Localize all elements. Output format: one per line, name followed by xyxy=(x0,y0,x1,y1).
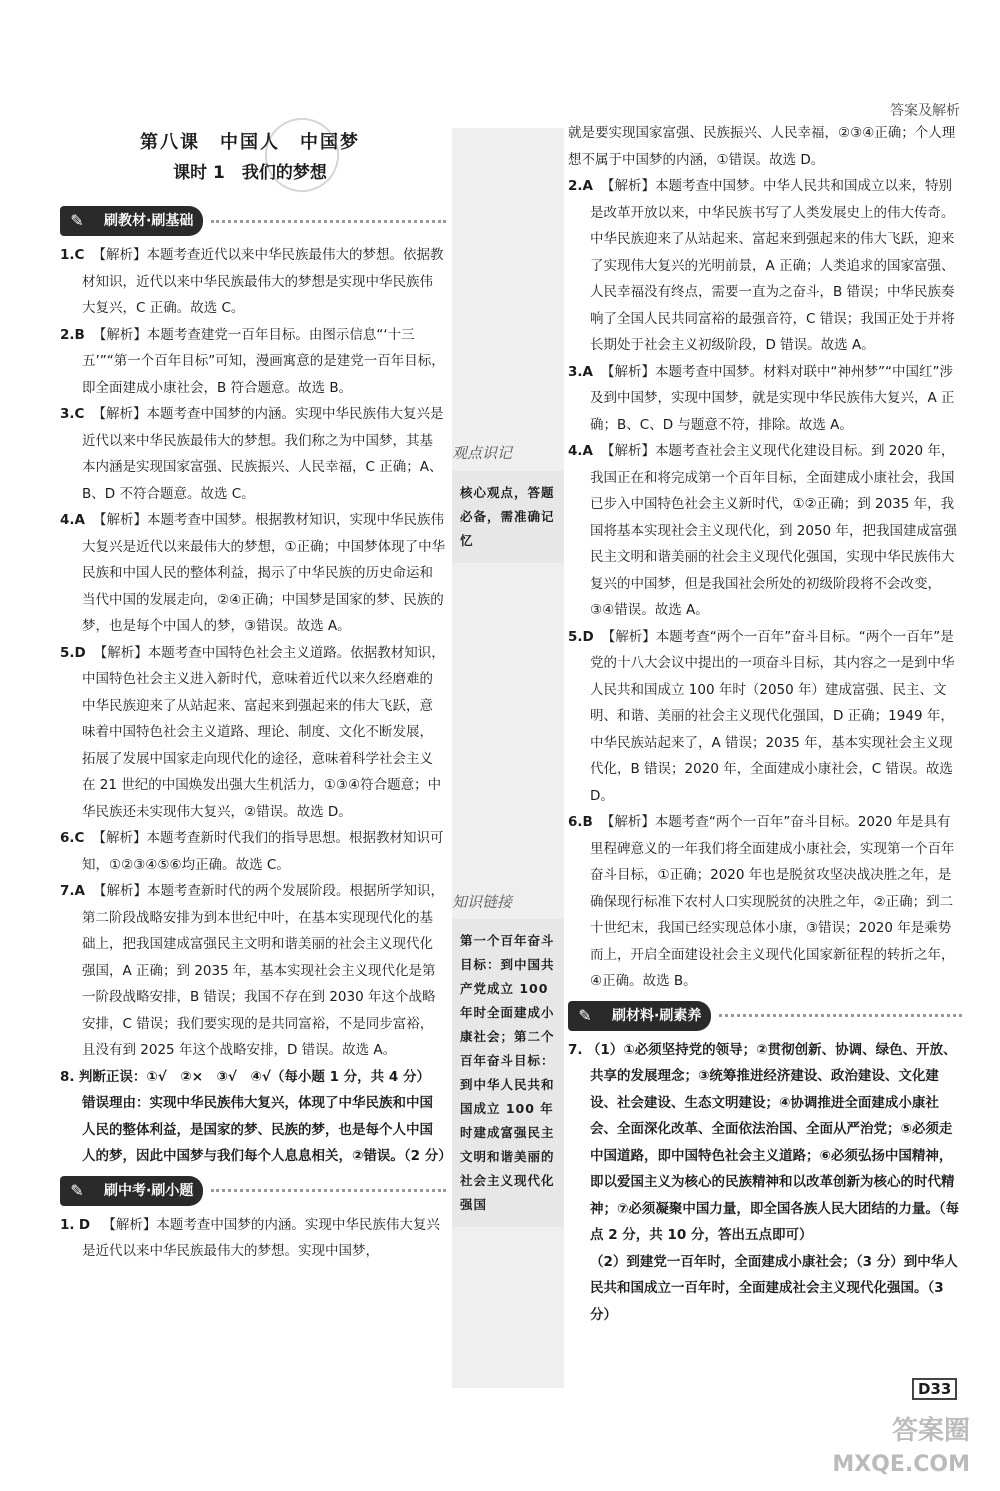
item-number: 5. xyxy=(568,628,583,645)
item-number: 4. xyxy=(60,512,75,528)
right-column xyxy=(568,120,962,1328)
item-number: 8. xyxy=(60,1068,75,1085)
item-answer: B xyxy=(582,814,593,830)
material-item7-p2: （2）到建党一百年时，全面建成小康社会；（3 分）到中华人民共和国成立一百年时，全面建成社会主义现代化强国。（3 分） xyxy=(590,1253,958,1323)
item-text: 【解析】本题考查新时代的两个发展阶段。根据所学知识，第二阶段战略安排为到本世纪中叶，在基本实现现代化的基础上，把我国建成富强民主文明和谐美丽的社会主义现代化强国，A 正确；到 2035 年，基本实现社会主义现代化是第一阶段战略安排，B 错误；我国不存在到 2030 年这个战略安排，C 错误；我们要实现的是共同富裕，不是同步富裕，且没有到 2025 年这个战略安排，D 错误。故选 A。 xyxy=(82,883,444,1058)
item-answer: A xyxy=(74,883,85,899)
title-block xyxy=(60,128,440,183)
answer-item xyxy=(568,809,962,995)
item-answer: C xyxy=(74,830,85,846)
item-number: 6. xyxy=(568,814,583,830)
item-number: 7. xyxy=(568,1041,583,1058)
item-answer: A xyxy=(582,363,593,380)
sidebar-title-knowledge: 知识链接 xyxy=(452,892,513,911)
section-tag-material xyxy=(568,1001,962,1031)
left-column xyxy=(60,200,452,1265)
answer-item xyxy=(60,322,446,402)
answer-item xyxy=(568,359,962,439)
dotted-divider xyxy=(211,1189,446,1192)
stamp-seal-icon xyxy=(253,106,351,204)
section-header: 答案及解析 xyxy=(890,103,960,119)
item8-head: 判断正误：①√ ②× ③√ ④√（每小题 1 分，共 4 分） xyxy=(78,1068,430,1085)
item-text: 【解析】本题考查中国梦的内涵。实现中华民族伟大复兴是近代以来中华民族最伟大的梦想。实现中国梦， xyxy=(82,1216,440,1259)
sidebar-title-viewpoint: 观点识记 xyxy=(452,444,513,462)
item-number: 5. xyxy=(60,644,75,661)
item-answer: D xyxy=(582,628,594,645)
answer-item xyxy=(568,624,962,810)
watermark-logo: 答案圈 xyxy=(891,1416,970,1446)
period-title: 课时 1 我们的梦想 xyxy=(173,163,327,183)
section-label-exam: 刷中考·刷小题 xyxy=(94,1176,203,1206)
book-icon: ✎ xyxy=(568,1001,602,1031)
answer-item xyxy=(568,438,962,624)
section-label-basic: 刷教材·刷基础 xyxy=(94,206,203,236)
answer-item-8 xyxy=(60,1064,446,1091)
answer-item xyxy=(60,242,446,322)
answer-item xyxy=(60,507,446,640)
item-answer: B xyxy=(74,326,85,343)
answer-item xyxy=(60,401,446,507)
section-tag-basic xyxy=(60,206,446,236)
item-answer: D xyxy=(78,1216,91,1233)
item-text: 【解析】本题考查“两个一百年”奋斗目标。“两个一百年”是党的十八大会议中提出的一项奋斗目标，其内容之一是到中华人民共和国成立 100 年时（2050 年）建成富强、民主、文明、和谐、美丽的社会主义现代化强国，D 正确；1949 年，中华民族站起来了，A 错误；2035 年，基本实现社会主义现代化，B 错误；2020 年，全面建成小康社会，C 错误。故选 D。 xyxy=(590,628,955,804)
item-text: 【解析】本题考查建党一百年目标。由图示信息“‘十三五’”“第一个百年目标”可知，漫画寓意的是建党一百年目标，即全面建成小康社会，B 符合题意。故选 B。 xyxy=(82,326,445,396)
left-items-list xyxy=(60,242,446,1064)
item-answer: A xyxy=(582,178,593,194)
material-item-7 xyxy=(568,1037,962,1249)
item-text: 【解析】本题考查“两个一百年”奋斗目标。2020 年是具有里程碑意义的一年我们将全面建成小康社会，实现第一个百年奋斗目标，①正确；2020 年也是脱贫攻坚决战决胜之年，是确保现行标准下农村人口实现脱贫的决胜之年，②正确；到二十世纪末，我国已经实现总体小康，③错误；2020 年是乘势而上，开启全面建设社会主义现代化国家新征程的转折之年，④正确。故选 B。 xyxy=(590,814,955,989)
book-icon: ✎ xyxy=(60,206,94,236)
exam-item-1 xyxy=(60,1212,446,1265)
item-answer: D xyxy=(74,644,86,661)
item-text: 【解析】本题考查中国特色社会主义道路。依据教材知识，中国特色社会主义进入新时代，意味着近代以来久经磨难的中华民族迎来了从站起来、富起来到强起来的伟大飞跃，意味着中国特色社会主义道路、理论、制度、文化不断发展，拓展了发展中国家走向现代化的途径，意味着科学社会主义在 21 世纪的中国焕发出强大生机活力，①③④符合题意；中华民族还未实现伟大复兴，②错误。故选 D。 xyxy=(82,644,445,820)
lesson-title: 第八课 中国人 中国梦 xyxy=(140,132,360,153)
item-number: 4. xyxy=(568,443,583,459)
dotted-divider xyxy=(211,220,446,223)
sidebar-box-knowledge: 第一个百年奋斗目标：到中国共产党成立 100 年时全面建成小康社会；第二个百年奋斗目标：到中华人民共和国成立 100 年时建成富强民主文明和谐美丽的社会主义现代化强国 xyxy=(452,919,564,1227)
item-number: 3. xyxy=(60,406,75,422)
item-text: 【解析】本题考查社会主义现代化建设目标。到 2020 年，我国正在和将完成第一个百年目标，全面建成小康社会，我国已步入中国特色社会主义新时代，①②正确；到 2035 年，我国将基本实现社会主义现代化，到 2050 年，把我国建成富强民主文明和谐美丽的社会主义现代化强国，实现中华民族伟大复兴的中国梦，但是我国社会所处的初级阶段将不会改变，③④错误。故选 A。 xyxy=(590,443,957,618)
item-answer: C xyxy=(74,406,85,422)
item8-reason: 错误理由：实现中华民族伟大复兴，体现了中华民族和中国人民的整体利益，是国家的梦、民族的梦，也是每个人中国人的梦，因此中国梦与我们每个人息息相关，②错误。（2 分） xyxy=(82,1095,452,1164)
margin-sidebar xyxy=(452,440,564,1227)
item-number: 7. xyxy=(60,883,75,899)
section-label-material: 刷材料·刷素养 xyxy=(602,1001,711,1031)
item-number: 1. xyxy=(60,247,75,263)
item-number: 2. xyxy=(568,178,583,194)
answer-item xyxy=(568,173,962,359)
item-number: 1. xyxy=(60,1216,75,1233)
material-item7-p1: （1）①必须坚持党的领导；②贯彻创新、协调、绿色、开放、共享的发展理念；③统筹推进经济建设、政治建设、文化建设、社会建设、生态文明建设；④协调推进全面建成小康社会、全面深化改革、全面依法治国、全面从严治党；⑤必须走中国道路，即中国特色社会主义道路；⑥必须弘扬中国精神，即以爱国主义为核心的民族精神和以改革创新为核心的时代精神；⑦必须凝聚中国力量，即全国各族人民大团结的力量。（每点 2 分，共 10 分，答出五点即可） xyxy=(586,1041,960,1243)
book-icon: ✎ xyxy=(60,1176,94,1206)
answer-item xyxy=(60,825,446,878)
item-text: 【解析】本题考查中国梦。材料对联中“神州梦”“中国红”涉及到中国梦，实现中国梦，就是实现中华民族伟大复兴，A 正确；B、C、D 与题意不符，排除。故选 A。 xyxy=(590,363,955,433)
continued-text: 就是要实现国家富强、民族振兴、人民幸福，②③④正确；个人理想不属于中国梦的内涵，①错误。故选 D。 xyxy=(568,125,956,168)
item-text: 【解析】本题考查新时代我们的指导思想。根据教材知识可知，①②③④⑤⑥均正确。故选 C。 xyxy=(82,830,444,873)
item-text: 【解析】本题考查中国梦的内涵。实现中华民族伟大复兴是近代以来中华民族最伟大的梦想。我们称之为中国梦，其基本内涵是实现国家富强、民族振兴、人民幸福，C 正确；A、B、D 不符合题意。故选 C。 xyxy=(82,406,444,502)
dotted-divider xyxy=(719,1014,962,1017)
item-number: 3. xyxy=(568,363,583,380)
item-answer: A xyxy=(74,512,85,528)
answer-item xyxy=(60,640,446,826)
item-number: 6. xyxy=(60,830,75,846)
item-answer: A xyxy=(582,443,593,459)
answer-item xyxy=(60,878,446,1064)
item-text: 【解析】本题考查中国梦。中华人民共和国成立以来，特别是改革开放以来，中华民族书写了人类发展史上的伟大传奇。中华民族迎来了从站起来、富起来到强起来的伟大飞跃，迎来了实现伟大复兴的光明前景，A 正确；人类追求的国家富强、人民幸福没有终点，需要一直为之奋斗，B 错误；中华民族奏响了全国人民共同富裕的最强音符，C 错误；我国正处于并将长期处于社会主义初级阶段，D 错误。故选 A。 xyxy=(590,178,955,353)
page-number: D33 xyxy=(912,1378,957,1400)
item-text: 【解析】本题考查近代以来中华民族最伟大的梦想。依据教材知识，近代以来中华民族最伟大的梦想是实现中华民族伟大复兴，C 正确。故选 C。 xyxy=(82,247,444,316)
watermark-url: MXQE.COM xyxy=(832,1452,970,1477)
item-answer: C xyxy=(74,247,85,263)
item-text: 【解析】本题考查中国梦。根据教材知识，实现中华民族伟大复兴是近代以来最伟大的梦想，①正确；中国梦体现了中华民族和中国人民的整体利益，揭示了中华民族的历史命运和当代中国的发展走向，②④正确；中国梦是国家的梦、民族的梦，也是每个中国人的梦，③错误。故选 A。 xyxy=(82,512,446,634)
item-number: 2. xyxy=(60,326,75,343)
sidebar-box-viewpoint: 核心观点，答题必备，需准确记忆 xyxy=(452,471,564,563)
section-tag-exam xyxy=(60,1176,446,1206)
right-items-list xyxy=(568,173,962,995)
